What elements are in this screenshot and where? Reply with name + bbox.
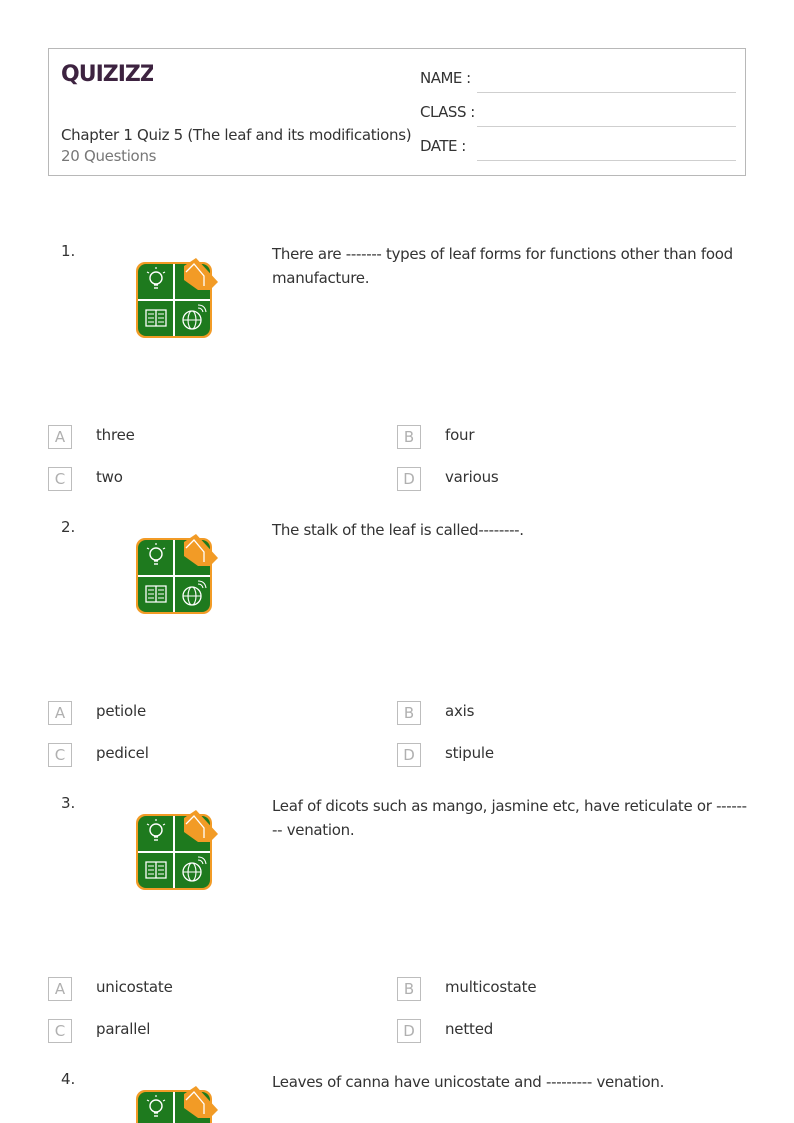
option-letter: B bbox=[397, 977, 421, 1001]
option-text: stipule bbox=[445, 744, 494, 762]
question-text: There are ------- types of leaf forms for functions other than food manufacture. bbox=[272, 245, 733, 287]
question-number: 1. bbox=[61, 242, 76, 260]
option-text: various bbox=[445, 468, 499, 486]
option-text: axis bbox=[445, 702, 475, 720]
date-label: DATE : bbox=[420, 137, 466, 155]
subject-tile-icon bbox=[134, 1084, 220, 1123]
question-number: 3. bbox=[61, 794, 76, 812]
option-text: parallel bbox=[96, 1020, 151, 1038]
question-text: The stalk of the leaf is called--------. bbox=[272, 521, 524, 539]
option-letter: D bbox=[397, 743, 421, 767]
option-text: four bbox=[445, 426, 475, 444]
option-text: unicostate bbox=[96, 978, 173, 996]
option-letter: A bbox=[48, 425, 72, 449]
option-text: multicostate bbox=[445, 978, 537, 996]
question-count: 20 Questions bbox=[61, 147, 157, 165]
name-field[interactable] bbox=[420, 69, 735, 91]
option-letter: D bbox=[397, 467, 421, 491]
date-field[interactable] bbox=[420, 137, 735, 159]
quizizz-logo bbox=[61, 59, 153, 91]
question-number: 2. bbox=[61, 518, 76, 536]
option-text: three bbox=[96, 426, 135, 444]
question-text: Leaves of canna have unicostate and --------- venation. bbox=[272, 1073, 665, 1091]
subject-tile-icon bbox=[134, 256, 220, 340]
subject-tile-icon bbox=[134, 532, 220, 616]
option-letter: D bbox=[397, 1019, 421, 1043]
question-text: Leaf of dicots such as mango, jasmine etc, have reticulate or -------- venation. bbox=[272, 797, 747, 839]
option-text: pedicel bbox=[96, 744, 149, 762]
option-letter: B bbox=[397, 425, 421, 449]
name-line[interactable] bbox=[477, 92, 736, 93]
option-letter: A bbox=[48, 701, 72, 725]
option-letter: C bbox=[48, 1019, 72, 1043]
option-letter: A bbox=[48, 977, 72, 1001]
worksheet-header bbox=[48, 48, 746, 176]
class-label: CLASS : bbox=[420, 103, 475, 121]
option-letter: B bbox=[397, 701, 421, 725]
class-field[interactable] bbox=[420, 103, 735, 125]
name-label: NAME : bbox=[420, 69, 471, 87]
question-number: 4. bbox=[61, 1070, 76, 1088]
quiz-title: Chapter 1 Quiz 5 (The leaf and its modifications) bbox=[61, 126, 412, 144]
option-letter: C bbox=[48, 467, 72, 491]
option-text: netted bbox=[445, 1020, 494, 1038]
option-text: two bbox=[96, 468, 123, 486]
class-line[interactable] bbox=[477, 126, 736, 127]
option-letter: C bbox=[48, 743, 72, 767]
option-text: petiole bbox=[96, 702, 146, 720]
svg-text:QUIZIZZ: QUIZIZZ bbox=[61, 62, 153, 87]
subject-tile-icon bbox=[134, 808, 220, 892]
date-line[interactable] bbox=[477, 160, 736, 161]
